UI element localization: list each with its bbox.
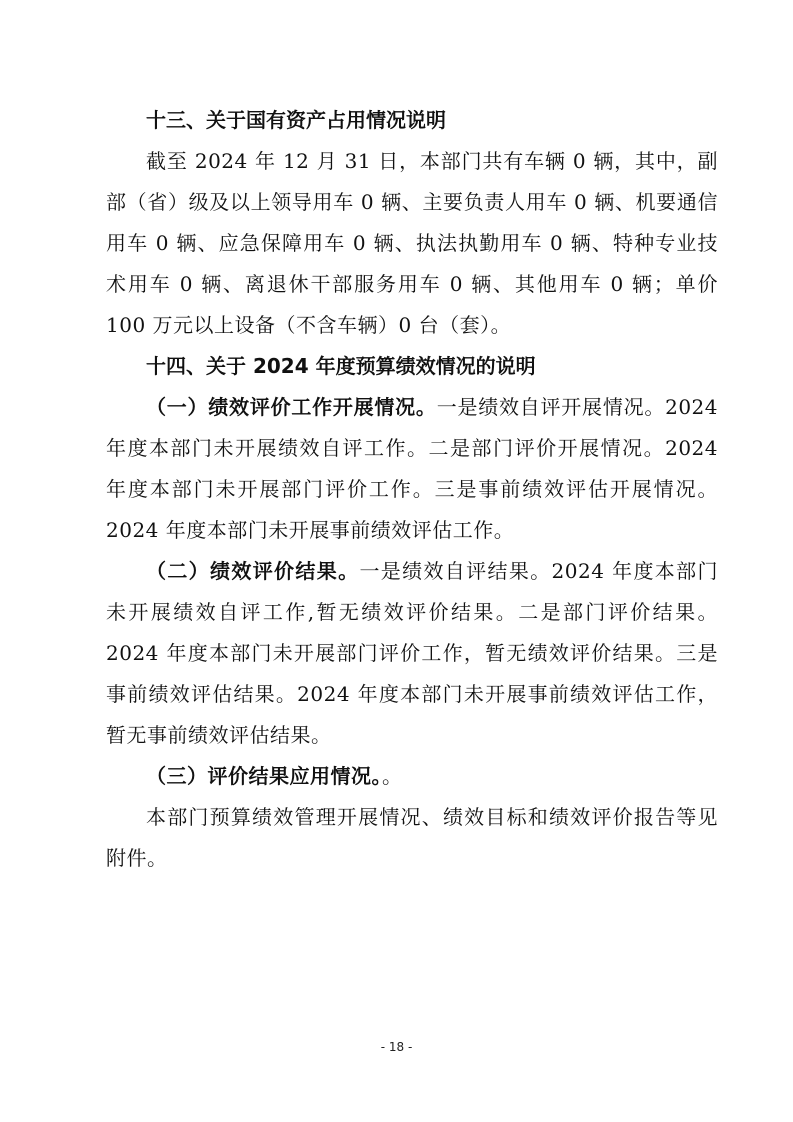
performance-evaluation-results-lead: （二）绩效评价结果。 xyxy=(146,559,360,583)
performance-evaluation-results-paragraph xyxy=(106,551,718,756)
results-application-text: 。 xyxy=(382,764,403,788)
section-13-heading: 十三、关于国有资产占用情况说明 xyxy=(146,108,446,132)
performance-evaluation-work-lead: （一）绩效评价工作开展情况。 xyxy=(146,395,437,419)
section-14-heading: 十四、关于 2024 年度预算绩效情况的说明 xyxy=(146,354,536,378)
results-application-lead: （三）评价结果应用情况。 xyxy=(146,764,382,788)
performance-evaluation-work-text: 一是绩效自评开展情况。2024 年度本部门未开展绩效自评工作。二是部门评价开展情况。2024 年度本部门未开展部门评价工作。三是事前绩效评估开展情况。2024 年度本部门未开展事前绩效评估工作。 xyxy=(106,395,719,542)
results-application-paragraph xyxy=(106,756,718,797)
performance-evaluation-results-text: 一是绩效自评结果。2024 年度本部门未开展绩效自评工作,暂无绩效评价结果。二是部门评价结果。2024 年度本部门未开展部门评价工作，暂无绩效评价结果。三是事前绩效评估结果。2024 年度本部门未开展事前绩效评估工作，暂无事前绩效评估结果。 xyxy=(106,559,718,747)
document-body xyxy=(106,100,718,879)
section-13-paragraph: 截至 2024 年 12 月 31 日，本部门共有车辆 0 辆，其中，副部（省）级及以上领导用车 0 辆、主要负责人用车 0 辆、机要通信用车 0 辆、应急保障用车 0 辆、执法执勤用车 0 辆、特种专业技术用车 0 辆、离退休干部服务用车 0 辆、其他用车 0 辆；单价 100 万元以上设备（不含车辆）0 台（套）。 xyxy=(106,149,718,337)
attachment-note-paragraph: 本部门预算绩效管理开展情况、绩效目标和绩效评价报告等见附件。 xyxy=(106,805,718,870)
page-number: - 18 - xyxy=(380,1040,413,1054)
performance-evaluation-work-paragraph xyxy=(106,387,718,551)
